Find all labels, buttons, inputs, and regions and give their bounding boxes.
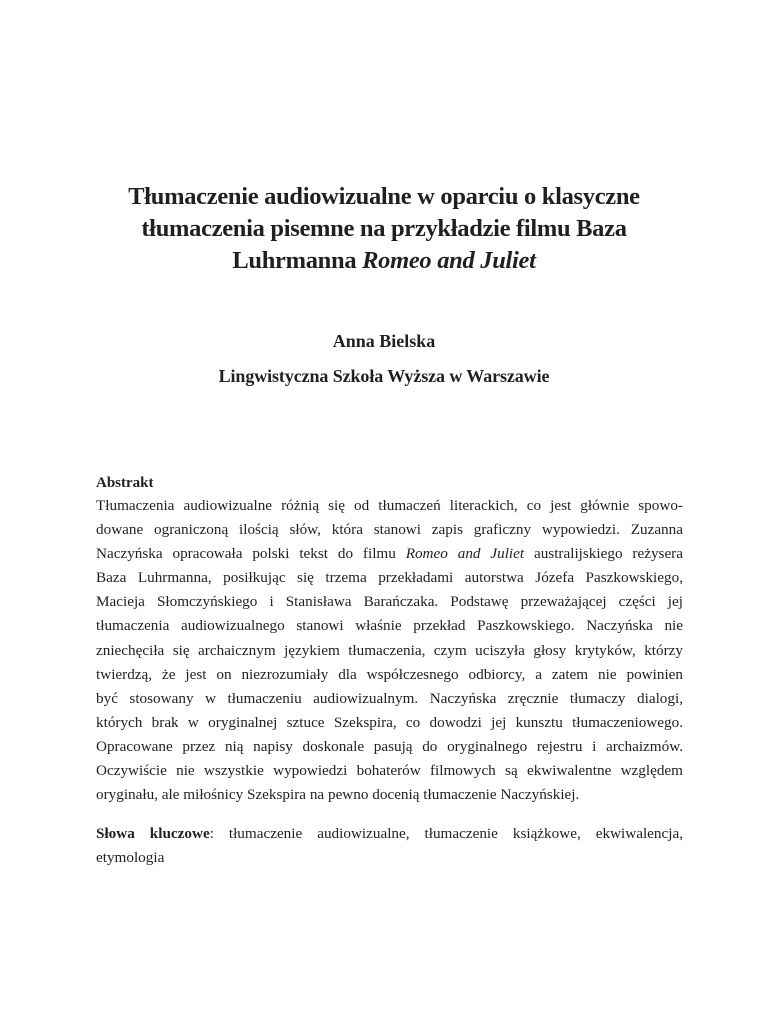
title-line-2: tłumaczenia pisemne na przykładzie filmu Baza [141, 215, 627, 242]
paper-title [80, 181, 688, 277]
abstract-line: być stosowany w tłumaczeniu audiowizualnym. Naczyńska zręcznie tłumaczy dialogi, [96, 689, 683, 707]
title-line-3 [80, 245, 688, 277]
title-line-3-prefix: Luhrmanna [232, 247, 363, 274]
abstract-line-3-start: Naczyńska opracowała polski tekst do filmu [96, 545, 406, 563]
abstract-line: Macieja Słomczyńskiego i Stanisława Barańczaka. Podstawę przeważającej części jej [96, 593, 683, 611]
abstract-line: tłumaczenia audiowizualnego stanowi właśnie przekład Paszkowskiego. Naczyńska nie [96, 617, 683, 635]
abstract-line: twierdzą, że jest on niezrozumiały dla współczesnego odbiorcy, a zatem nie powinien [96, 665, 683, 683]
abstract-line: Baza Luhrmanna, posiłkując się trzema przekładami autorstwa Józefa Paszkowskiego, [96, 569, 683, 587]
abstract-line: Opracowane przez nią napisy doskonale pasują do oryginalnego rejestru i archaizmów. [96, 737, 683, 755]
keywords-line: etymologia [96, 849, 165, 867]
abstract-line: Oczywiście nie wszystkie wypowiedzi bohaterów filmowych są ekwiwalentne względem [96, 762, 683, 780]
title-line-1: Tłumaczenie audiowizualne w oparciu o klasyczne [128, 183, 640, 210]
abstract-line: dowane ograniczoną ilością słów, która stanowi zapis graficzny wypowiedzi. Zuzanna [96, 521, 683, 539]
abstract-line-3-end: australijskiego reżysera [524, 545, 683, 563]
keywords-label: Słowa kluczowe [96, 825, 210, 842]
author-affiliation: Lingwistyczna Szkoła Wyższa w Warszawie [218, 366, 550, 386]
author-name: Anna Bielska [332, 331, 436, 351]
keywords-section [96, 822, 683, 870]
abstract-body [96, 494, 683, 807]
abstract-line: Tłumaczenia audiowizualne różnią się od tłumaczeń literackich, co jest głównie spowo- [96, 497, 683, 514]
abstract-line [96, 542, 683, 566]
abstract-heading: Abstrakt [96, 475, 154, 491]
abstract-line: zniechęciła się archaicznym językiem tłumaczenia, czym uciszyła głosy krytyków, którzy [96, 641, 683, 659]
keywords-line [96, 822, 683, 846]
abstract-line: oryginału, ale miłośnicy Szekspira na pewno docenią tłumaczenie Naczyńskiej. [96, 786, 580, 804]
title-film-name: Romeo and Juliet [362, 247, 536, 274]
abstract-line: których brak w oryginalnej sztuce Szekspira, co dowodzi jej kunsztu tłumaczeniowego. [96, 713, 683, 731]
keywords-list: : tłumaczenie audiowizualne, tłumaczenie książkowe, ekwiwalencja, [209, 825, 683, 842]
abstract-film-name: Romeo and Juliet [405, 545, 525, 563]
